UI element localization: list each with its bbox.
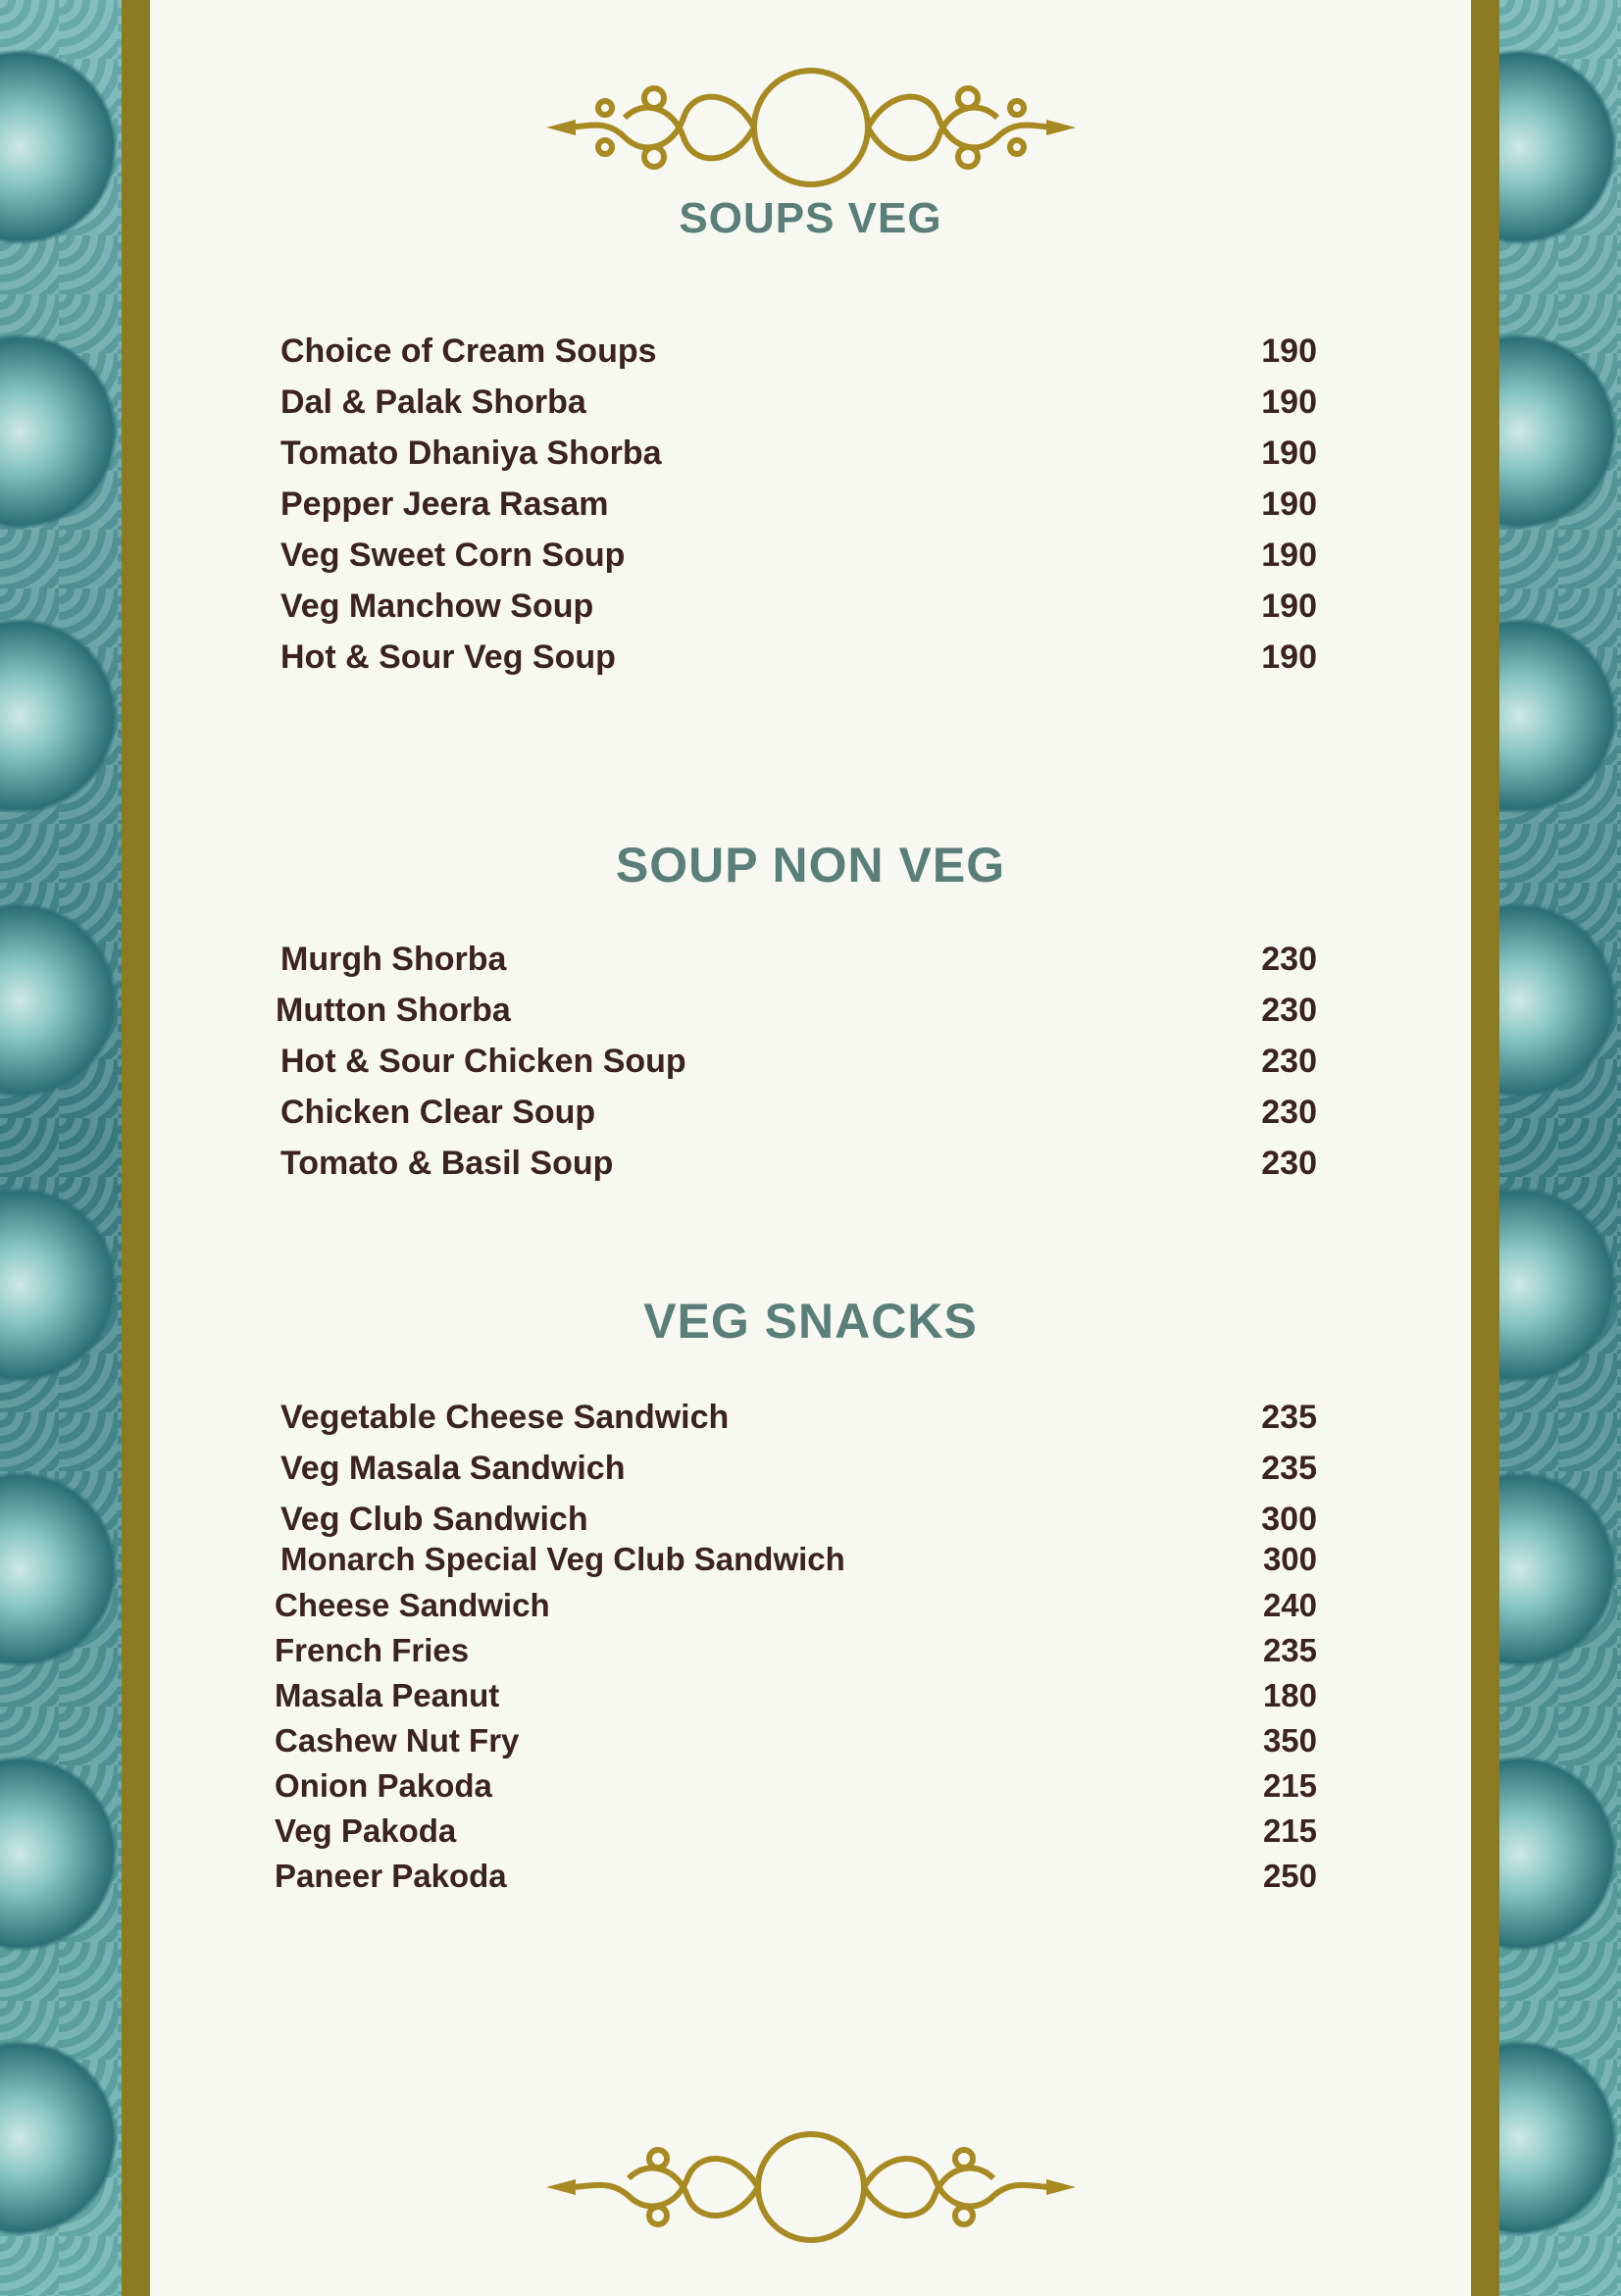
menu-item-price: 300 bbox=[1261, 1501, 1317, 1538]
menu-item-price: 190 bbox=[1261, 383, 1317, 421]
menu-item-price: 190 bbox=[1261, 536, 1317, 574]
menu-item bbox=[280, 383, 1317, 422]
menu-item-price: 215 bbox=[1262, 1767, 1317, 1804]
menu-item-price: 250 bbox=[1262, 1858, 1317, 1894]
menu-item-price: 230 bbox=[1261, 1094, 1317, 1131]
menu-item-price: 240 bbox=[1262, 1587, 1317, 1623]
gold-filigree-ornament-icon bbox=[546, 59, 1076, 196]
menu-item-price: 350 bbox=[1262, 1722, 1317, 1759]
menu-item-price: 235 bbox=[1261, 1450, 1317, 1487]
menu-item bbox=[280, 1500, 1317, 1539]
menu-item-price: 230 bbox=[1261, 941, 1317, 978]
menu-item-price: 190 bbox=[1261, 332, 1317, 370]
menu-item-price: 230 bbox=[1261, 1043, 1317, 1080]
menu-item bbox=[280, 536, 1317, 575]
menu-item-price: 215 bbox=[1262, 1812, 1317, 1849]
section-title-soups-veg: SOUPS VEG bbox=[679, 194, 942, 242]
menu-item bbox=[275, 1631, 1317, 1670]
menu-item bbox=[280, 332, 1317, 371]
menu-item-price: 230 bbox=[1261, 992, 1317, 1029]
gold-stripe-right bbox=[1471, 0, 1499, 2296]
menu-item bbox=[280, 485, 1317, 524]
menu-item bbox=[275, 1811, 1317, 1851]
menu-item-name: Tomato & Basil Soup bbox=[280, 1145, 614, 1182]
menu-item bbox=[280, 1398, 1317, 1437]
menu-item bbox=[280, 1449, 1317, 1488]
menu-item-price: 190 bbox=[1261, 587, 1317, 625]
menu-item-name: Hot & Sour Veg Soup bbox=[280, 638, 616, 676]
menu-item-name: Masala Peanut bbox=[275, 1677, 500, 1713]
menu-item-name: Veg Manchow Soup bbox=[280, 587, 594, 625]
menu-item bbox=[280, 1042, 1317, 1081]
menu-item-name: Murgh Shorba bbox=[280, 941, 507, 978]
menu-item-name: Pepper Jeera Rasam bbox=[280, 485, 609, 523]
menu-item bbox=[275, 1586, 1317, 1625]
menu-item bbox=[280, 587, 1317, 626]
gold-filigree-ornament-icon bbox=[546, 2123, 1076, 2251]
menu-item-price: 235 bbox=[1262, 1632, 1317, 1668]
menu-item-price: 230 bbox=[1261, 1145, 1317, 1182]
gold-stripe-left bbox=[122, 0, 150, 2296]
menu-item bbox=[275, 1721, 1317, 1760]
menu-item-name: Mutton Shorba bbox=[276, 992, 511, 1029]
menu-item bbox=[280, 434, 1317, 473]
menu-item bbox=[280, 638, 1317, 677]
menu-item bbox=[280, 1144, 1317, 1183]
menu-item-price: 300 bbox=[1262, 1541, 1317, 1577]
menu-item-name: Choice of Cream Soups bbox=[280, 332, 657, 370]
menu-item-name: Veg Pakoda bbox=[275, 1812, 457, 1849]
menu-item-name: Tomato Dhaniya Shorba bbox=[280, 434, 662, 472]
section-title-veg-snacks: VEG SNACKS bbox=[643, 1294, 978, 1349]
menu-item-price: 190 bbox=[1261, 485, 1317, 523]
menu-item-price: 180 bbox=[1262, 1677, 1317, 1713]
menu-item-price: 190 bbox=[1261, 434, 1317, 472]
section-title-soup-non-veg: SOUP NON VEG bbox=[615, 838, 1006, 893]
menu-item-name: Cashew Nut Fry bbox=[275, 1722, 520, 1759]
menu-page bbox=[150, 0, 1471, 2296]
menu-item-name: Veg Club Sandwich bbox=[280, 1501, 588, 1538]
menu-item-name: Monarch Special Veg Club Sandwich bbox=[280, 1541, 845, 1577]
menu-item-name: Cheese Sandwich bbox=[275, 1587, 550, 1623]
menu-item bbox=[275, 1857, 1317, 1896]
menu-item-name: Veg Sweet Corn Soup bbox=[280, 536, 626, 574]
menu-item bbox=[280, 1540, 1317, 1579]
menu-item-name: French Fries bbox=[275, 1632, 470, 1668]
menu-item-name: Veg Masala Sandwich bbox=[280, 1450, 626, 1487]
menu-item-name: Paneer Pakoda bbox=[275, 1858, 507, 1894]
decorative-border-right bbox=[1499, 0, 1621, 2296]
decorative-border-left bbox=[0, 0, 122, 2296]
menu-item-name: Dal & Palak Shorba bbox=[280, 383, 586, 421]
menu-item-name: Hot & Sour Chicken Soup bbox=[280, 1043, 686, 1080]
menu-item-price: 235 bbox=[1261, 1399, 1317, 1436]
menu-item-name: Onion Pakoda bbox=[275, 1767, 492, 1804]
menu-item-name: Chicken Clear Soup bbox=[280, 1094, 596, 1131]
menu-item bbox=[275, 1766, 1317, 1806]
menu-item bbox=[275, 1676, 1317, 1715]
menu-item bbox=[280, 940, 1317, 979]
menu-item bbox=[276, 991, 1317, 1030]
menu-item-name: Vegetable Cheese Sandwich bbox=[280, 1399, 730, 1436]
menu-item-price: 190 bbox=[1261, 638, 1317, 676]
menu-item bbox=[280, 1093, 1317, 1132]
